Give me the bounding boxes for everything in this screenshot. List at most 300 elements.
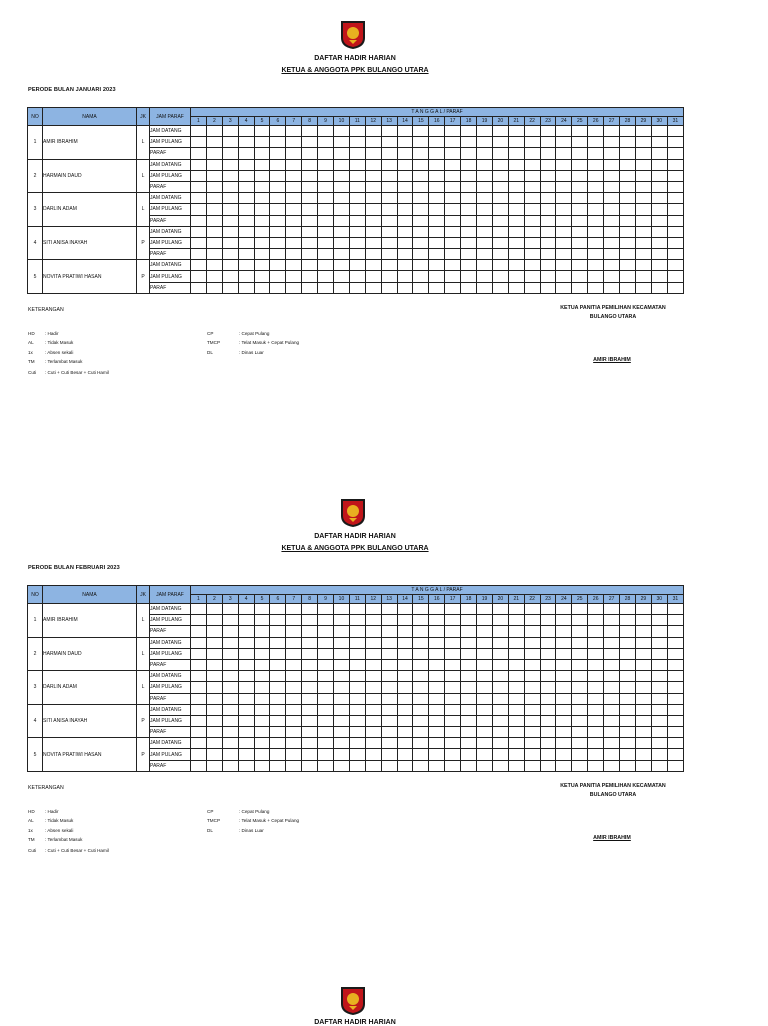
attendance-cell[interactable] bbox=[445, 204, 461, 215]
attendance-cell[interactable] bbox=[604, 204, 620, 215]
attendance-cell[interactable] bbox=[302, 615, 318, 626]
attendance-cell[interactable] bbox=[604, 260, 620, 271]
attendance-cell[interactable] bbox=[588, 204, 604, 215]
attendance-cell[interactable] bbox=[588, 249, 604, 260]
attendance-cell[interactable] bbox=[206, 204, 222, 215]
attendance-cell[interactable] bbox=[588, 704, 604, 715]
attendance-cell[interactable] bbox=[238, 159, 254, 170]
attendance-cell[interactable] bbox=[524, 271, 540, 282]
attendance-cell[interactable] bbox=[461, 181, 477, 192]
attendance-cell[interactable] bbox=[492, 671, 508, 682]
attendance-cell[interactable] bbox=[302, 760, 318, 771]
attendance-cell[interactable] bbox=[318, 659, 334, 670]
attendance-cell[interactable] bbox=[524, 237, 540, 248]
attendance-cell[interactable] bbox=[270, 204, 286, 215]
attendance-cell[interactable] bbox=[556, 126, 572, 137]
attendance-cell[interactable] bbox=[635, 215, 651, 226]
attendance-cell[interactable] bbox=[286, 181, 302, 192]
attendance-cell[interactable] bbox=[556, 727, 572, 738]
attendance-cell[interactable] bbox=[191, 659, 207, 670]
attendance-cell[interactable] bbox=[206, 749, 222, 760]
attendance-cell[interactable] bbox=[206, 226, 222, 237]
attendance-cell[interactable] bbox=[413, 738, 429, 749]
attendance-cell[interactable] bbox=[604, 271, 620, 282]
attendance-cell[interactable] bbox=[334, 181, 350, 192]
attendance-cell[interactable] bbox=[381, 204, 397, 215]
attendance-cell[interactable] bbox=[461, 159, 477, 170]
attendance-cell[interactable] bbox=[604, 749, 620, 760]
attendance-cell[interactable] bbox=[461, 648, 477, 659]
attendance-cell[interactable] bbox=[413, 693, 429, 704]
attendance-cell[interactable] bbox=[270, 704, 286, 715]
attendance-cell[interactable] bbox=[635, 181, 651, 192]
attendance-cell[interactable] bbox=[318, 682, 334, 693]
attendance-cell[interactable] bbox=[191, 704, 207, 715]
attendance-cell[interactable] bbox=[556, 648, 572, 659]
attendance-cell[interactable] bbox=[620, 704, 636, 715]
attendance-cell[interactable] bbox=[620, 648, 636, 659]
attendance-cell[interactable] bbox=[492, 170, 508, 181]
attendance-cell[interactable] bbox=[381, 181, 397, 192]
attendance-cell[interactable] bbox=[238, 671, 254, 682]
attendance-cell[interactable] bbox=[635, 671, 651, 682]
attendance-cell[interactable] bbox=[270, 249, 286, 260]
attendance-cell[interactable] bbox=[191, 271, 207, 282]
attendance-cell[interactable] bbox=[302, 237, 318, 248]
attendance-cell[interactable] bbox=[381, 749, 397, 760]
attendance-cell[interactable] bbox=[238, 760, 254, 771]
attendance-cell[interactable] bbox=[222, 181, 238, 192]
attendance-cell[interactable] bbox=[492, 682, 508, 693]
attendance-cell[interactable] bbox=[349, 215, 365, 226]
attendance-cell[interactable] bbox=[206, 193, 222, 204]
attendance-cell[interactable] bbox=[365, 148, 381, 159]
attendance-cell[interactable] bbox=[254, 249, 270, 260]
attendance-cell[interactable] bbox=[349, 282, 365, 293]
attendance-cell[interactable] bbox=[238, 626, 254, 637]
attendance-cell[interactable] bbox=[651, 126, 667, 137]
attendance-cell[interactable] bbox=[588, 626, 604, 637]
attendance-cell[interactable] bbox=[365, 215, 381, 226]
attendance-cell[interactable] bbox=[238, 738, 254, 749]
attendance-cell[interactable] bbox=[238, 260, 254, 271]
attendance-cell[interactable] bbox=[445, 604, 461, 615]
attendance-cell[interactable] bbox=[429, 215, 445, 226]
attendance-cell[interactable] bbox=[635, 615, 651, 626]
attendance-cell[interactable] bbox=[524, 715, 540, 726]
attendance-cell[interactable] bbox=[620, 181, 636, 192]
attendance-cell[interactable] bbox=[445, 237, 461, 248]
attendance-cell[interactable] bbox=[572, 749, 588, 760]
attendance-cell[interactable] bbox=[588, 260, 604, 271]
attendance-cell[interactable] bbox=[238, 226, 254, 237]
attendance-cell[interactable] bbox=[222, 604, 238, 615]
attendance-cell[interactable] bbox=[206, 671, 222, 682]
attendance-cell[interactable] bbox=[302, 704, 318, 715]
attendance-cell[interactable] bbox=[524, 659, 540, 670]
attendance-cell[interactable] bbox=[349, 237, 365, 248]
attendance-cell[interactable] bbox=[508, 204, 524, 215]
attendance-cell[interactable] bbox=[381, 615, 397, 626]
attendance-cell[interactable] bbox=[604, 704, 620, 715]
attendance-cell[interactable] bbox=[492, 749, 508, 760]
attendance-cell[interactable] bbox=[620, 159, 636, 170]
attendance-cell[interactable] bbox=[461, 738, 477, 749]
attendance-cell[interactable] bbox=[572, 727, 588, 738]
attendance-cell[interactable] bbox=[222, 671, 238, 682]
attendance-cell[interactable] bbox=[429, 704, 445, 715]
attendance-cell[interactable] bbox=[286, 604, 302, 615]
attendance-cell[interactable] bbox=[635, 137, 651, 148]
attendance-cell[interactable] bbox=[302, 126, 318, 137]
attendance-cell[interactable] bbox=[270, 749, 286, 760]
attendance-cell[interactable] bbox=[508, 682, 524, 693]
attendance-cell[interactable] bbox=[620, 671, 636, 682]
attendance-cell[interactable] bbox=[635, 738, 651, 749]
attendance-cell[interactable] bbox=[413, 727, 429, 738]
attendance-cell[interactable] bbox=[524, 693, 540, 704]
attendance-cell[interactable] bbox=[667, 170, 683, 181]
attendance-cell[interactable] bbox=[365, 693, 381, 704]
attendance-cell[interactable] bbox=[572, 193, 588, 204]
attendance-cell[interactable] bbox=[334, 237, 350, 248]
attendance-cell[interactable] bbox=[524, 704, 540, 715]
attendance-cell[interactable] bbox=[572, 282, 588, 293]
attendance-cell[interactable] bbox=[206, 137, 222, 148]
attendance-cell[interactable] bbox=[381, 282, 397, 293]
attendance-cell[interactable] bbox=[572, 215, 588, 226]
attendance-cell[interactable] bbox=[540, 260, 556, 271]
attendance-cell[interactable] bbox=[588, 126, 604, 137]
attendance-cell[interactable] bbox=[397, 137, 413, 148]
attendance-cell[interactable] bbox=[588, 148, 604, 159]
attendance-cell[interactable] bbox=[238, 271, 254, 282]
attendance-cell[interactable] bbox=[302, 604, 318, 615]
attendance-cell[interactable] bbox=[286, 648, 302, 659]
attendance-cell[interactable] bbox=[620, 693, 636, 704]
attendance-cell[interactable] bbox=[286, 682, 302, 693]
attendance-cell[interactable] bbox=[286, 749, 302, 760]
attendance-cell[interactable] bbox=[572, 760, 588, 771]
attendance-cell[interactable] bbox=[477, 648, 493, 659]
attendance-cell[interactable] bbox=[556, 615, 572, 626]
attendance-cell[interactable] bbox=[477, 148, 493, 159]
attendance-cell[interactable] bbox=[445, 249, 461, 260]
attendance-cell[interactable] bbox=[620, 204, 636, 215]
attendance-cell[interactable] bbox=[365, 159, 381, 170]
attendance-cell[interactable] bbox=[445, 226, 461, 237]
attendance-cell[interactable] bbox=[540, 159, 556, 170]
attendance-cell[interactable] bbox=[651, 659, 667, 670]
attendance-cell[interactable] bbox=[492, 215, 508, 226]
attendance-cell[interactable] bbox=[429, 159, 445, 170]
attendance-cell[interactable] bbox=[588, 648, 604, 659]
attendance-cell[interactable] bbox=[635, 648, 651, 659]
attendance-cell[interactable] bbox=[318, 671, 334, 682]
attendance-cell[interactable] bbox=[524, 760, 540, 771]
attendance-cell[interactable] bbox=[461, 249, 477, 260]
attendance-cell[interactable] bbox=[222, 170, 238, 181]
attendance-cell[interactable] bbox=[365, 260, 381, 271]
attendance-cell[interactable] bbox=[365, 226, 381, 237]
attendance-cell[interactable] bbox=[461, 137, 477, 148]
attendance-cell[interactable] bbox=[286, 237, 302, 248]
attendance-cell[interactable] bbox=[540, 749, 556, 760]
attendance-cell[interactable] bbox=[349, 715, 365, 726]
attendance-cell[interactable] bbox=[206, 181, 222, 192]
attendance-cell[interactable] bbox=[286, 738, 302, 749]
attendance-cell[interactable] bbox=[397, 749, 413, 760]
attendance-cell[interactable] bbox=[556, 760, 572, 771]
attendance-cell[interactable] bbox=[635, 682, 651, 693]
attendance-cell[interactable] bbox=[635, 637, 651, 648]
attendance-cell[interactable] bbox=[556, 704, 572, 715]
attendance-cell[interactable] bbox=[397, 282, 413, 293]
attendance-cell[interactable] bbox=[270, 659, 286, 670]
attendance-cell[interactable] bbox=[572, 226, 588, 237]
attendance-cell[interactable] bbox=[445, 760, 461, 771]
attendance-cell[interactable] bbox=[620, 137, 636, 148]
attendance-cell[interactable] bbox=[206, 615, 222, 626]
attendance-cell[interactable] bbox=[540, 204, 556, 215]
attendance-cell[interactable] bbox=[651, 193, 667, 204]
attendance-cell[interactable] bbox=[556, 271, 572, 282]
attendance-cell[interactable] bbox=[270, 260, 286, 271]
attendance-cell[interactable] bbox=[508, 626, 524, 637]
attendance-cell[interactable] bbox=[206, 215, 222, 226]
attendance-cell[interactable] bbox=[238, 682, 254, 693]
attendance-cell[interactable] bbox=[302, 170, 318, 181]
attendance-cell[interactable] bbox=[254, 615, 270, 626]
attendance-cell[interactable] bbox=[604, 249, 620, 260]
attendance-cell[interactable] bbox=[572, 159, 588, 170]
attendance-cell[interactable] bbox=[286, 637, 302, 648]
attendance-cell[interactable] bbox=[540, 738, 556, 749]
attendance-cell[interactable] bbox=[413, 749, 429, 760]
attendance-cell[interactable] bbox=[461, 226, 477, 237]
attendance-cell[interactable] bbox=[572, 659, 588, 670]
attendance-cell[interactable] bbox=[667, 260, 683, 271]
attendance-cell[interactable] bbox=[254, 738, 270, 749]
attendance-cell[interactable] bbox=[318, 193, 334, 204]
attendance-cell[interactable] bbox=[461, 215, 477, 226]
attendance-cell[interactable] bbox=[651, 671, 667, 682]
attendance-cell[interactable] bbox=[604, 181, 620, 192]
attendance-cell[interactable] bbox=[556, 137, 572, 148]
attendance-cell[interactable] bbox=[318, 715, 334, 726]
attendance-cell[interactable] bbox=[572, 738, 588, 749]
attendance-cell[interactable] bbox=[254, 704, 270, 715]
attendance-cell[interactable] bbox=[445, 215, 461, 226]
attendance-cell[interactable] bbox=[508, 604, 524, 615]
attendance-cell[interactable] bbox=[635, 159, 651, 170]
attendance-cell[interactable] bbox=[429, 738, 445, 749]
attendance-cell[interactable] bbox=[477, 760, 493, 771]
attendance-cell[interactable] bbox=[524, 604, 540, 615]
attendance-cell[interactable] bbox=[620, 682, 636, 693]
attendance-cell[interactable] bbox=[445, 181, 461, 192]
attendance-cell[interactable] bbox=[524, 671, 540, 682]
attendance-cell[interactable] bbox=[286, 271, 302, 282]
attendance-cell[interactable] bbox=[556, 738, 572, 749]
attendance-cell[interactable] bbox=[604, 126, 620, 137]
attendance-cell[interactable] bbox=[540, 271, 556, 282]
attendance-cell[interactable] bbox=[334, 215, 350, 226]
attendance-cell[interactable] bbox=[651, 148, 667, 159]
attendance-cell[interactable] bbox=[286, 204, 302, 215]
attendance-cell[interactable] bbox=[635, 148, 651, 159]
attendance-cell[interactable] bbox=[318, 760, 334, 771]
attendance-cell[interactable] bbox=[635, 249, 651, 260]
attendance-cell[interactable] bbox=[429, 682, 445, 693]
attendance-cell[interactable] bbox=[302, 659, 318, 670]
attendance-cell[interactable] bbox=[508, 226, 524, 237]
attendance-cell[interactable] bbox=[461, 749, 477, 760]
attendance-cell[interactable] bbox=[635, 226, 651, 237]
attendance-cell[interactable] bbox=[222, 637, 238, 648]
attendance-cell[interactable] bbox=[556, 260, 572, 271]
attendance-cell[interactable] bbox=[206, 282, 222, 293]
attendance-cell[interactable] bbox=[556, 204, 572, 215]
attendance-cell[interactable] bbox=[620, 193, 636, 204]
attendance-cell[interactable] bbox=[334, 749, 350, 760]
attendance-cell[interactable] bbox=[270, 727, 286, 738]
attendance-cell[interactable] bbox=[318, 637, 334, 648]
attendance-cell[interactable] bbox=[206, 237, 222, 248]
attendance-cell[interactable] bbox=[206, 148, 222, 159]
attendance-cell[interactable] bbox=[381, 148, 397, 159]
attendance-cell[interactable] bbox=[318, 693, 334, 704]
attendance-cell[interactable] bbox=[635, 704, 651, 715]
attendance-cell[interactable] bbox=[445, 282, 461, 293]
attendance-cell[interactable] bbox=[556, 682, 572, 693]
attendance-cell[interactable] bbox=[556, 626, 572, 637]
attendance-cell[interactable] bbox=[651, 181, 667, 192]
attendance-cell[interactable] bbox=[413, 271, 429, 282]
attendance-cell[interactable] bbox=[206, 760, 222, 771]
attendance-cell[interactable] bbox=[381, 637, 397, 648]
attendance-cell[interactable] bbox=[651, 738, 667, 749]
attendance-cell[interactable] bbox=[461, 715, 477, 726]
attendance-cell[interactable] bbox=[492, 226, 508, 237]
attendance-cell[interactable] bbox=[206, 738, 222, 749]
attendance-cell[interactable] bbox=[349, 170, 365, 181]
attendance-cell[interactable] bbox=[492, 148, 508, 159]
attendance-cell[interactable] bbox=[397, 659, 413, 670]
attendance-cell[interactable] bbox=[651, 682, 667, 693]
attendance-cell[interactable] bbox=[238, 126, 254, 137]
attendance-cell[interactable] bbox=[270, 693, 286, 704]
attendance-cell[interactable] bbox=[620, 282, 636, 293]
attendance-cell[interactable] bbox=[492, 727, 508, 738]
attendance-cell[interactable] bbox=[540, 626, 556, 637]
attendance-cell[interactable] bbox=[667, 648, 683, 659]
attendance-cell[interactable] bbox=[191, 193, 207, 204]
attendance-cell[interactable] bbox=[349, 738, 365, 749]
attendance-cell[interactable] bbox=[222, 693, 238, 704]
attendance-cell[interactable] bbox=[429, 715, 445, 726]
attendance-cell[interactable] bbox=[540, 148, 556, 159]
attendance-cell[interactable] bbox=[429, 271, 445, 282]
attendance-cell[interactable] bbox=[667, 727, 683, 738]
attendance-cell[interactable] bbox=[461, 282, 477, 293]
attendance-cell[interactable] bbox=[604, 237, 620, 248]
attendance-cell[interactable] bbox=[381, 126, 397, 137]
attendance-cell[interactable] bbox=[588, 760, 604, 771]
attendance-cell[interactable] bbox=[429, 148, 445, 159]
attendance-cell[interactable] bbox=[334, 126, 350, 137]
attendance-cell[interactable] bbox=[222, 760, 238, 771]
attendance-cell[interactable] bbox=[492, 181, 508, 192]
attendance-cell[interactable] bbox=[334, 204, 350, 215]
attendance-cell[interactable] bbox=[651, 249, 667, 260]
attendance-cell[interactable] bbox=[524, 193, 540, 204]
attendance-cell[interactable] bbox=[191, 237, 207, 248]
attendance-cell[interactable] bbox=[651, 282, 667, 293]
attendance-cell[interactable] bbox=[667, 148, 683, 159]
attendance-cell[interactable] bbox=[334, 615, 350, 626]
attendance-cell[interactable] bbox=[206, 659, 222, 670]
attendance-cell[interactable] bbox=[477, 137, 493, 148]
attendance-cell[interactable] bbox=[286, 159, 302, 170]
attendance-cell[interactable] bbox=[524, 226, 540, 237]
attendance-cell[interactable] bbox=[413, 715, 429, 726]
attendance-cell[interactable] bbox=[334, 727, 350, 738]
attendance-cell[interactable] bbox=[413, 137, 429, 148]
attendance-cell[interactable] bbox=[572, 693, 588, 704]
attendance-cell[interactable] bbox=[302, 626, 318, 637]
attendance-cell[interactable] bbox=[461, 704, 477, 715]
attendance-cell[interactable] bbox=[667, 682, 683, 693]
attendance-cell[interactable] bbox=[461, 760, 477, 771]
attendance-cell[interactable] bbox=[270, 715, 286, 726]
attendance-cell[interactable] bbox=[254, 237, 270, 248]
attendance-cell[interactable] bbox=[365, 715, 381, 726]
attendance-cell[interactable] bbox=[540, 648, 556, 659]
attendance-cell[interactable] bbox=[397, 693, 413, 704]
attendance-cell[interactable] bbox=[191, 204, 207, 215]
attendance-cell[interactable] bbox=[318, 137, 334, 148]
attendance-cell[interactable] bbox=[381, 170, 397, 181]
attendance-cell[interactable] bbox=[381, 215, 397, 226]
attendance-cell[interactable] bbox=[365, 193, 381, 204]
attendance-cell[interactable] bbox=[492, 137, 508, 148]
attendance-cell[interactable] bbox=[635, 659, 651, 670]
attendance-cell[interactable] bbox=[556, 637, 572, 648]
attendance-cell[interactable] bbox=[540, 615, 556, 626]
attendance-cell[interactable] bbox=[286, 282, 302, 293]
attendance-cell[interactable] bbox=[572, 126, 588, 137]
attendance-cell[interactable] bbox=[286, 693, 302, 704]
attendance-cell[interactable] bbox=[572, 637, 588, 648]
attendance-cell[interactable] bbox=[556, 604, 572, 615]
attendance-cell[interactable] bbox=[397, 682, 413, 693]
attendance-cell[interactable] bbox=[588, 193, 604, 204]
attendance-cell[interactable] bbox=[270, 671, 286, 682]
attendance-cell[interactable] bbox=[620, 626, 636, 637]
attendance-cell[interactable] bbox=[238, 749, 254, 760]
attendance-cell[interactable] bbox=[429, 659, 445, 670]
attendance-cell[interactable] bbox=[429, 126, 445, 137]
attendance-cell[interactable] bbox=[620, 226, 636, 237]
attendance-cell[interactable] bbox=[461, 604, 477, 615]
attendance-cell[interactable] bbox=[191, 137, 207, 148]
attendance-cell[interactable] bbox=[381, 159, 397, 170]
attendance-cell[interactable] bbox=[270, 760, 286, 771]
attendance-cell[interactable] bbox=[349, 159, 365, 170]
attendance-cell[interactable] bbox=[477, 159, 493, 170]
attendance-cell[interactable] bbox=[445, 159, 461, 170]
